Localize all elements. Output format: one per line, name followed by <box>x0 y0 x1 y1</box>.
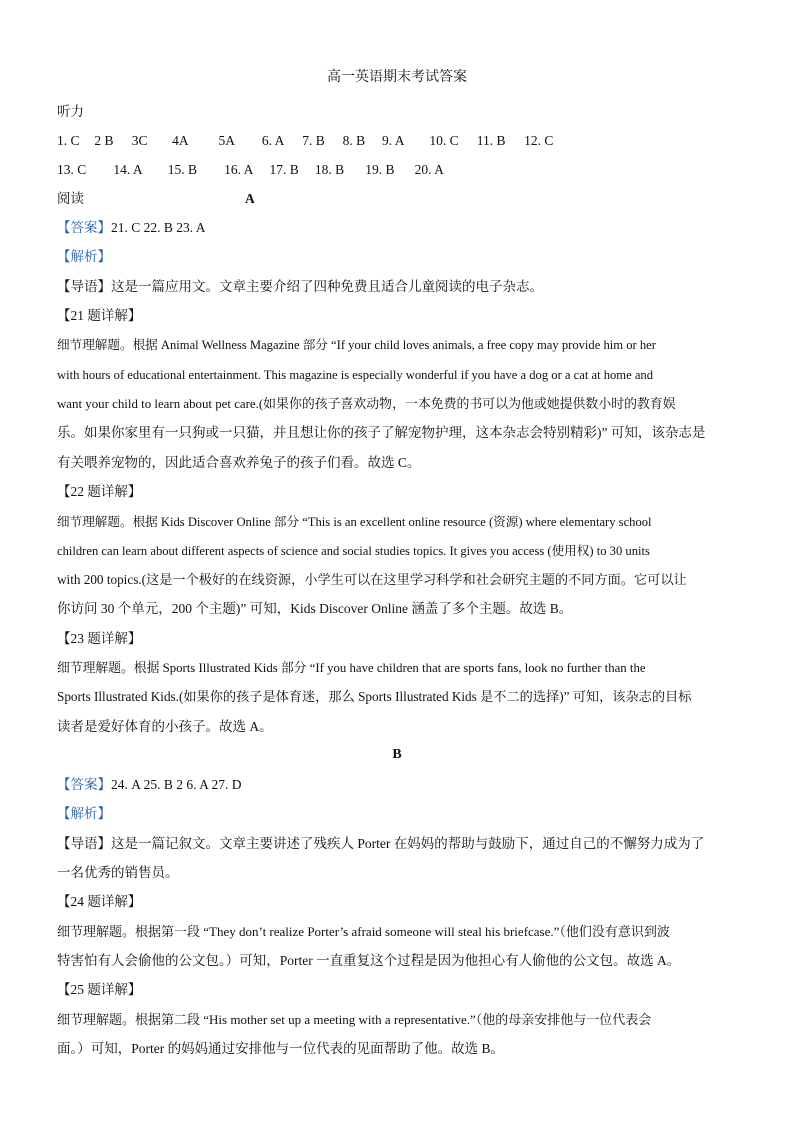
page-title: 高一英语期末考试答案 <box>327 70 467 85</box>
text-line: Sports Illustrated Kids.(如果你的孩子是体育迷，那么 Sports Illustrated Kids 是不二的选择)” 可知，该杂志的目标 <box>57 689 692 704</box>
answer-text: 24. A 25. B 2 6. A 27. D <box>111 777 242 792</box>
text-line: 面。）可知，Porter 的妈妈通过安排他与一位代表的见面帮助了他。故选 B。 <box>57 1041 504 1056</box>
answer-item: 15. B <box>167 162 198 177</box>
text-line <box>57 483 141 501</box>
answer-item: 14. A <box>113 162 143 177</box>
listening-label: 听力 <box>57 104 84 119</box>
answer-item: 16. A <box>224 162 254 177</box>
text-line: 细节理解题。根据 Animal Wellness Magazine 部分 “If your child loves animals, a free copy may provide him or her <box>57 338 656 352</box>
section-tag: 【21 题详解】 <box>57 308 142 323</box>
text-line <box>57 835 704 853</box>
text-line: 细节理解题。根据 Sports Illustrated Kids 部分 “If you have children that are sports fans, look no further than the <box>57 661 646 675</box>
text-line: 乐。如果你家里有一只狗或一只猫，并且想让你的孩子了解宠物护理，这本杂志会特别精彩)” 可知，该杂志是 <box>57 425 706 440</box>
section-tag-text: 这是一篇应用文。文章主要介绍了四种免费且适合儿童阅读的电子杂志。 <box>111 279 543 294</box>
text-line <box>57 278 543 296</box>
analysis-line <box>57 805 111 823</box>
text-line <box>57 893 141 911</box>
text-line: 特害怕有人会偷他的公文包。）可知，Porter 一直重复这个过程是因为他担心有人偷他的公文包。故选 A。 <box>57 953 681 968</box>
answer-item: 12. C <box>524 133 554 148</box>
answer-tag: 【答案】 <box>57 220 111 235</box>
section-tag: 【导语】 <box>57 279 111 294</box>
section-tag: 【导语】 <box>57 836 111 851</box>
text-line <box>57 307 141 325</box>
analysis-line <box>57 248 111 266</box>
analysis-tag: 【解析】 <box>57 806 111 821</box>
text-line: 一名优秀的销售员。 <box>57 865 179 880</box>
answer-item: 6. A <box>261 133 285 148</box>
listening-answers-row-2 <box>57 161 444 179</box>
section-b-heading: B <box>392 747 402 762</box>
section-tag: 【22 题详解】 <box>57 484 142 499</box>
text-line: 细节理解题。根据 Kids Discover Online 部分 “This is an excellent online resource (资源) where elementary school <box>57 515 652 529</box>
text-line <box>57 981 141 999</box>
answer-item: 17. B <box>269 162 299 177</box>
answer-item: 3C <box>131 133 148 148</box>
answer-item: 2 B <box>94 133 114 148</box>
section-tag: 【23 题详解】 <box>57 631 142 646</box>
text-line: 读者是爱好体育的小孩子。故选 A。 <box>57 719 273 734</box>
answer-item: 11. B <box>476 133 506 148</box>
answer-item: 8. B <box>342 133 366 148</box>
answer-line <box>57 219 206 237</box>
text-line: 细节理解题。根据第二段 “His mother set up a meeting with a representative.”（他的母亲安排他与一位代表会 <box>57 1012 652 1027</box>
section-tag-text: 这是一篇记叙文。文章主要讲述了残疾人 Porter 在妈妈的帮助与鼓励下，通过自己的不懈努力成为了 <box>111 836 705 851</box>
answer-item: 7. B <box>302 133 325 148</box>
answer-item: 18. B <box>314 162 345 177</box>
text-line: with hours of educational entertainment. This magazine is especially wonderful if you have a dog or a cat at home and <box>57 368 654 382</box>
text-line: want your child to learn about pet care.(如果你的孩子喜欢动物，一本免费的书可以为他或她提供数小时的教育娱 <box>57 397 676 411</box>
text-line <box>57 630 141 648</box>
section-a-heading: A <box>245 191 255 206</box>
answer-line <box>57 776 242 794</box>
answer-tag: 【答案】 <box>57 777 111 792</box>
answer-text: 21. C 22. B 23. A <box>111 220 206 235</box>
text-line: 有关喂养宠物的，因此适合喜欢养兔子的孩子们看。故选 C。 <box>57 455 421 470</box>
answer-item: 13. C <box>57 162 87 177</box>
section-tag: 【24 题详解】 <box>57 894 142 909</box>
answer-item: 4A <box>172 133 189 148</box>
answer-item: 10. C <box>429 133 459 148</box>
answer-item: 5A <box>218 133 235 148</box>
answer-item: 19. B <box>365 162 395 177</box>
text-line: 你访问 30 个单元，200 个主题)” 可知，Kids Discover Online 涵盖了多个主题。故选 B。 <box>57 601 573 616</box>
listening-answers-row-1 <box>57 132 553 150</box>
text-line: 细节理解题。根据第一段 “They don’t realize Porter’s afraid someone will steal his briefcase.”（他们没有意识到波 <box>57 924 670 939</box>
text-line: with 200 topics.(这是一个极好的在线资源，小学生可以在这里学习科学和社会研究主题的不同方面。它可以让 <box>57 572 687 587</box>
section-tag: 【25 题详解】 <box>57 982 142 997</box>
answer-item: 20. A <box>414 162 444 177</box>
answer-item: 1. C <box>57 133 80 148</box>
text-line: children can learn about different aspects of science and social studies topics. It gives you access (使用权) to 30 units <box>57 544 650 558</box>
answer-item: 9. A <box>382 133 405 148</box>
reading-label: 阅读 <box>57 191 84 206</box>
analysis-tag: 【解析】 <box>57 249 111 264</box>
